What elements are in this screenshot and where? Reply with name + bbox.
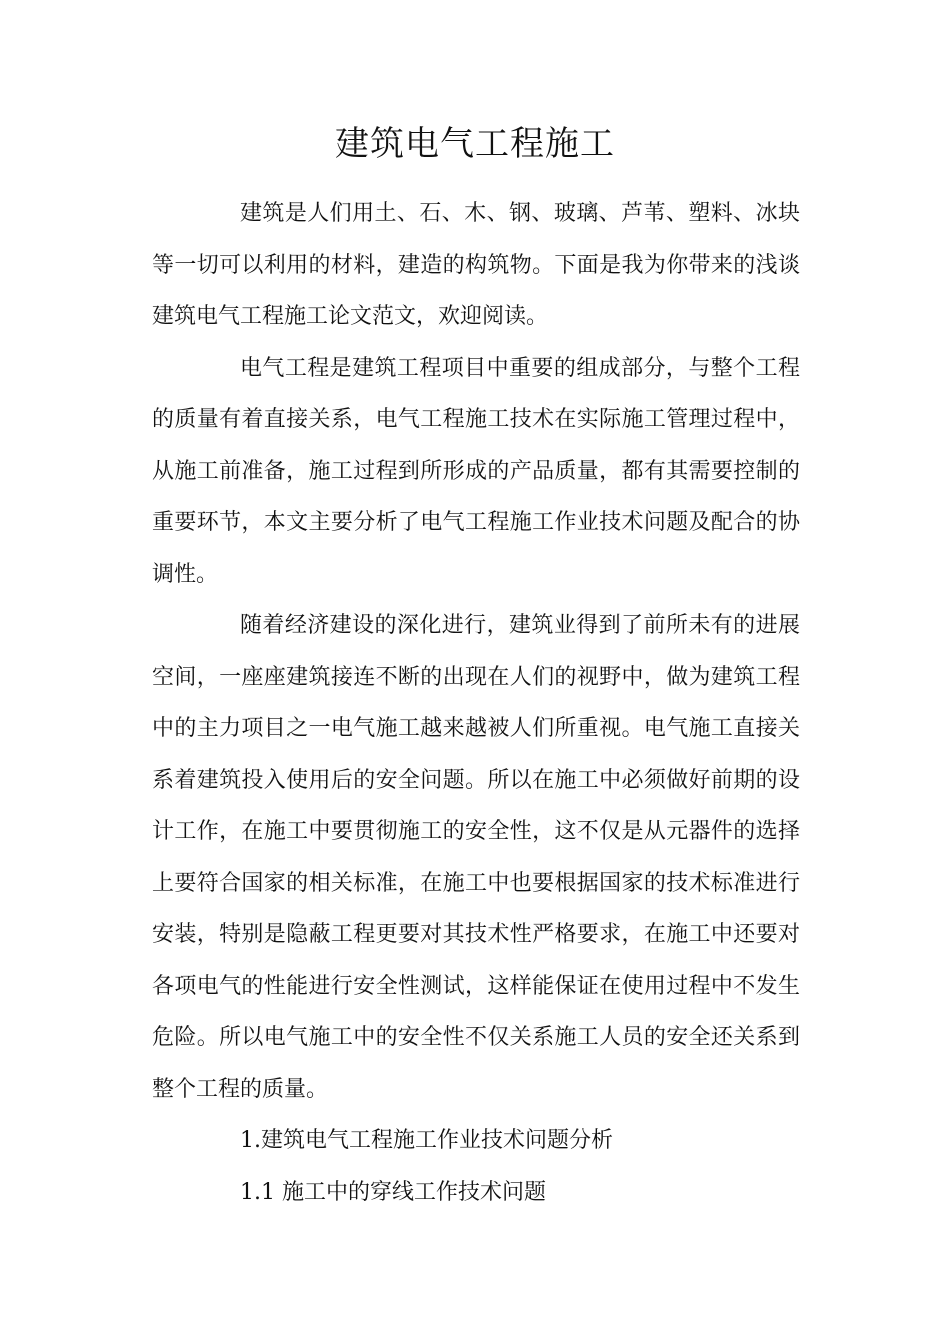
- section-heading-1-1: 1.1 施工中的穿线工作技术问题: [240, 1179, 546, 1205]
- document-body: [152, 188, 800, 1218]
- paragraph-intro: 建筑是人们用土、石、木、钢、玻璃、芦苇、塑料、冰块等一切可以利用的材料，建造的构筑物。下面是我为你带来的浅谈建筑电气工程施工论文范文，欢迎阅读。: [152, 201, 800, 329]
- document-title: 建筑电气工程施工: [335, 124, 615, 164]
- paragraph-construction-development: 随着经济建设的深化进行，建筑业得到了前所未有的进展空间，一座座建筑接连不断的出现在人们的视野中，做为建筑工程中的主力项目之一电气施工越来越被人们所重视。电气施工直接关系着建筑投入使用后的安全问题。所以在施工中必须做好前期的设计工作，在施工中要贯彻施工的安全性，这不仅是从元器件的选择上要符合国家的相关标准，在施工中也要根据国家的技术标准进行安装，特别是隐蔽工程更要对其技术性严格要求，在施工中还要对各项电气的性能进行安全性测试，这样能保证在使用过程中不发生危险。所以电气施工中的安全性不仅关系施工人员的安全还关系到整个工程的质量。: [152, 613, 800, 1102]
- paragraph-electrical-engineering: 电气工程是建筑工程项目中重要的组成部分，与整个工程的质量有着直接关系，电气工程施工技术在实际施工管理过程中，从施工前准备，施工过程到所形成的产品质量，都有其需要控制的重要环节，本文主要分析了电气工程施工作业技术问题及配合的协调性。: [152, 355, 800, 587]
- section-heading-1: 1.建筑电气工程施工作业技术问题分析: [240, 1128, 613, 1153]
